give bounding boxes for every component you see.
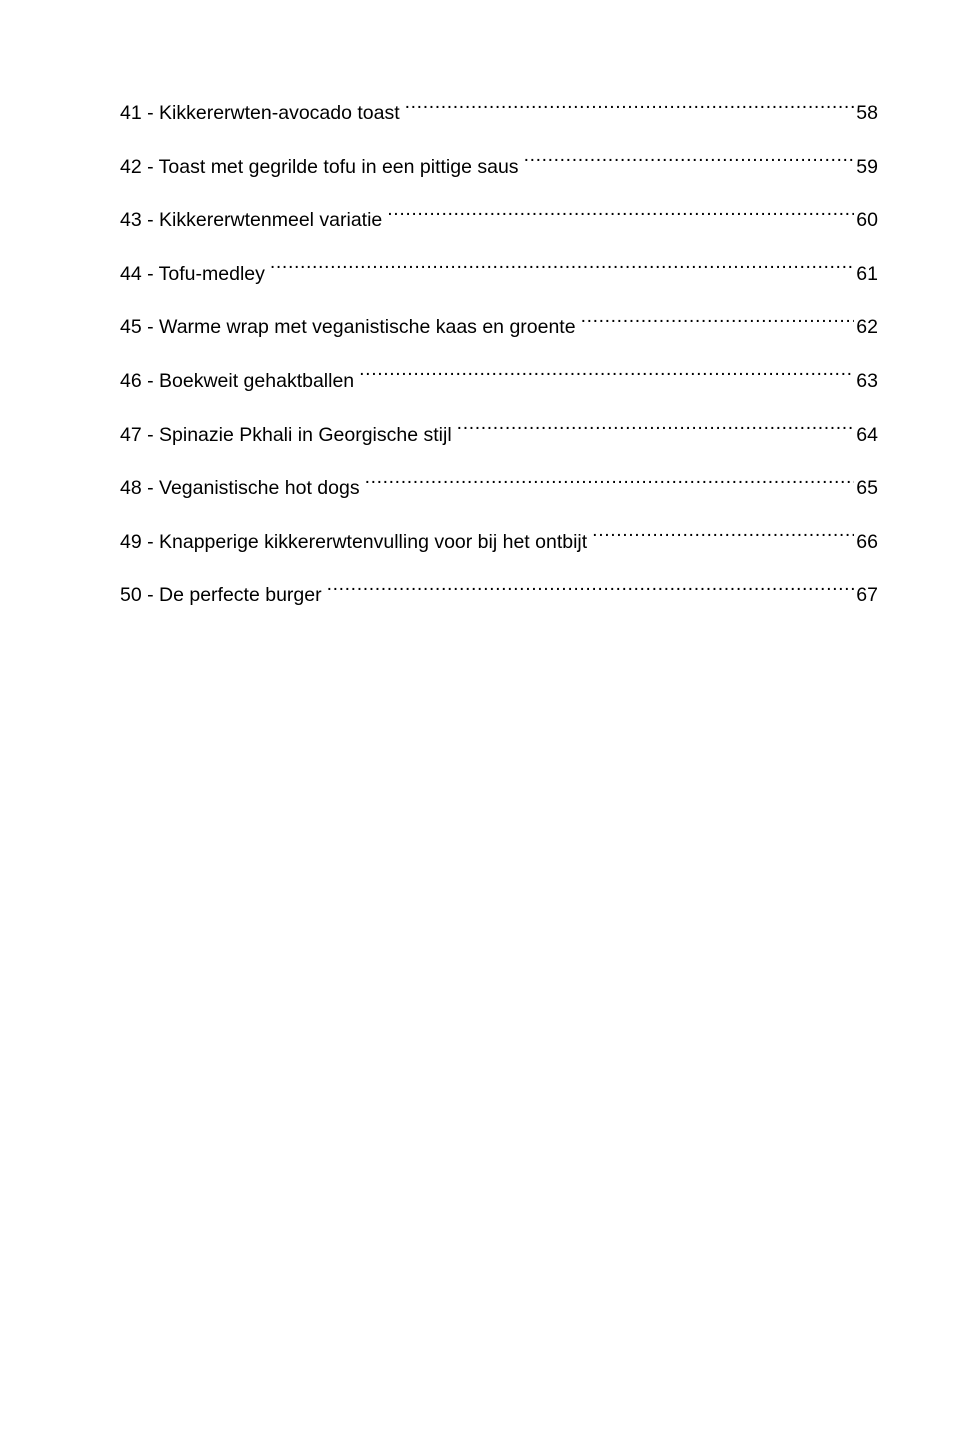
toc-entry[interactable] bbox=[120, 194, 878, 248]
toc-entry-title: 50 - De perfecte burger bbox=[120, 584, 322, 607]
toc-entry-page: 66 bbox=[856, 530, 878, 553]
toc-entry-title: 47 - Spinazie Pkhali in Georgische stijl bbox=[120, 423, 452, 446]
toc-leader-dots bbox=[270, 248, 854, 280]
toc-entry[interactable] bbox=[120, 409, 878, 463]
toc-entry-page: 62 bbox=[856, 316, 878, 339]
toc-entry-title: 45 - Warme wrap met veganistische kaas en groente bbox=[120, 316, 576, 339]
toc-entry-page: 63 bbox=[856, 369, 878, 392]
toc-entry-title: 49 - Knapperige kikkererwtenvulling voor bij het ontbijt bbox=[120, 530, 588, 553]
toc-entry-page: 58 bbox=[856, 102, 878, 124]
toc-entry[interactable] bbox=[120, 141, 878, 195]
toc-entry[interactable] bbox=[120, 301, 878, 355]
toc-leader-dots bbox=[365, 462, 855, 494]
toc-entry[interactable] bbox=[120, 462, 878, 516]
toc-entry-page: 64 bbox=[856, 423, 878, 446]
toc-leader-dots bbox=[592, 516, 854, 548]
table-of-contents bbox=[120, 87, 878, 623]
toc-entry[interactable] bbox=[120, 355, 878, 409]
toc-entry-page: 60 bbox=[856, 209, 878, 232]
toc-entry-page: 67 bbox=[856, 584, 878, 607]
toc-entry[interactable] bbox=[120, 87, 878, 141]
toc-entry-title: 44 - Tofu-medley bbox=[120, 262, 265, 285]
toc-entry[interactable] bbox=[120, 516, 878, 570]
toc-entry-title: 46 - Boekweit gehaktballen bbox=[120, 369, 355, 392]
toc-entry-page: 61 bbox=[856, 262, 878, 285]
toc-entry[interactable] bbox=[120, 569, 878, 623]
toc-entry[interactable] bbox=[120, 248, 878, 302]
toc-entry-title: 48 - Veganistische hot dogs bbox=[120, 477, 360, 500]
toc-leader-dots bbox=[581, 301, 855, 333]
toc-entry-page: 59 bbox=[856, 155, 878, 178]
toc-leader-dots bbox=[405, 87, 855, 119]
toc-entry-title: 43 - Kikkererwtenmeel variatie bbox=[120, 209, 383, 232]
toc-leader-dots bbox=[359, 355, 854, 387]
toc-leader-dots bbox=[327, 569, 855, 601]
toc-entry-title: 41 - Kikkererwten-avocado toast bbox=[120, 102, 400, 124]
toc-leader-dots bbox=[457, 409, 855, 441]
toc-leader-dots bbox=[387, 194, 854, 226]
toc-entry-page: 65 bbox=[856, 477, 878, 500]
toc-leader-dots bbox=[524, 141, 855, 173]
toc-entry-title: 42 - Toast met gegrilde tofu in een pittige saus bbox=[120, 155, 519, 178]
